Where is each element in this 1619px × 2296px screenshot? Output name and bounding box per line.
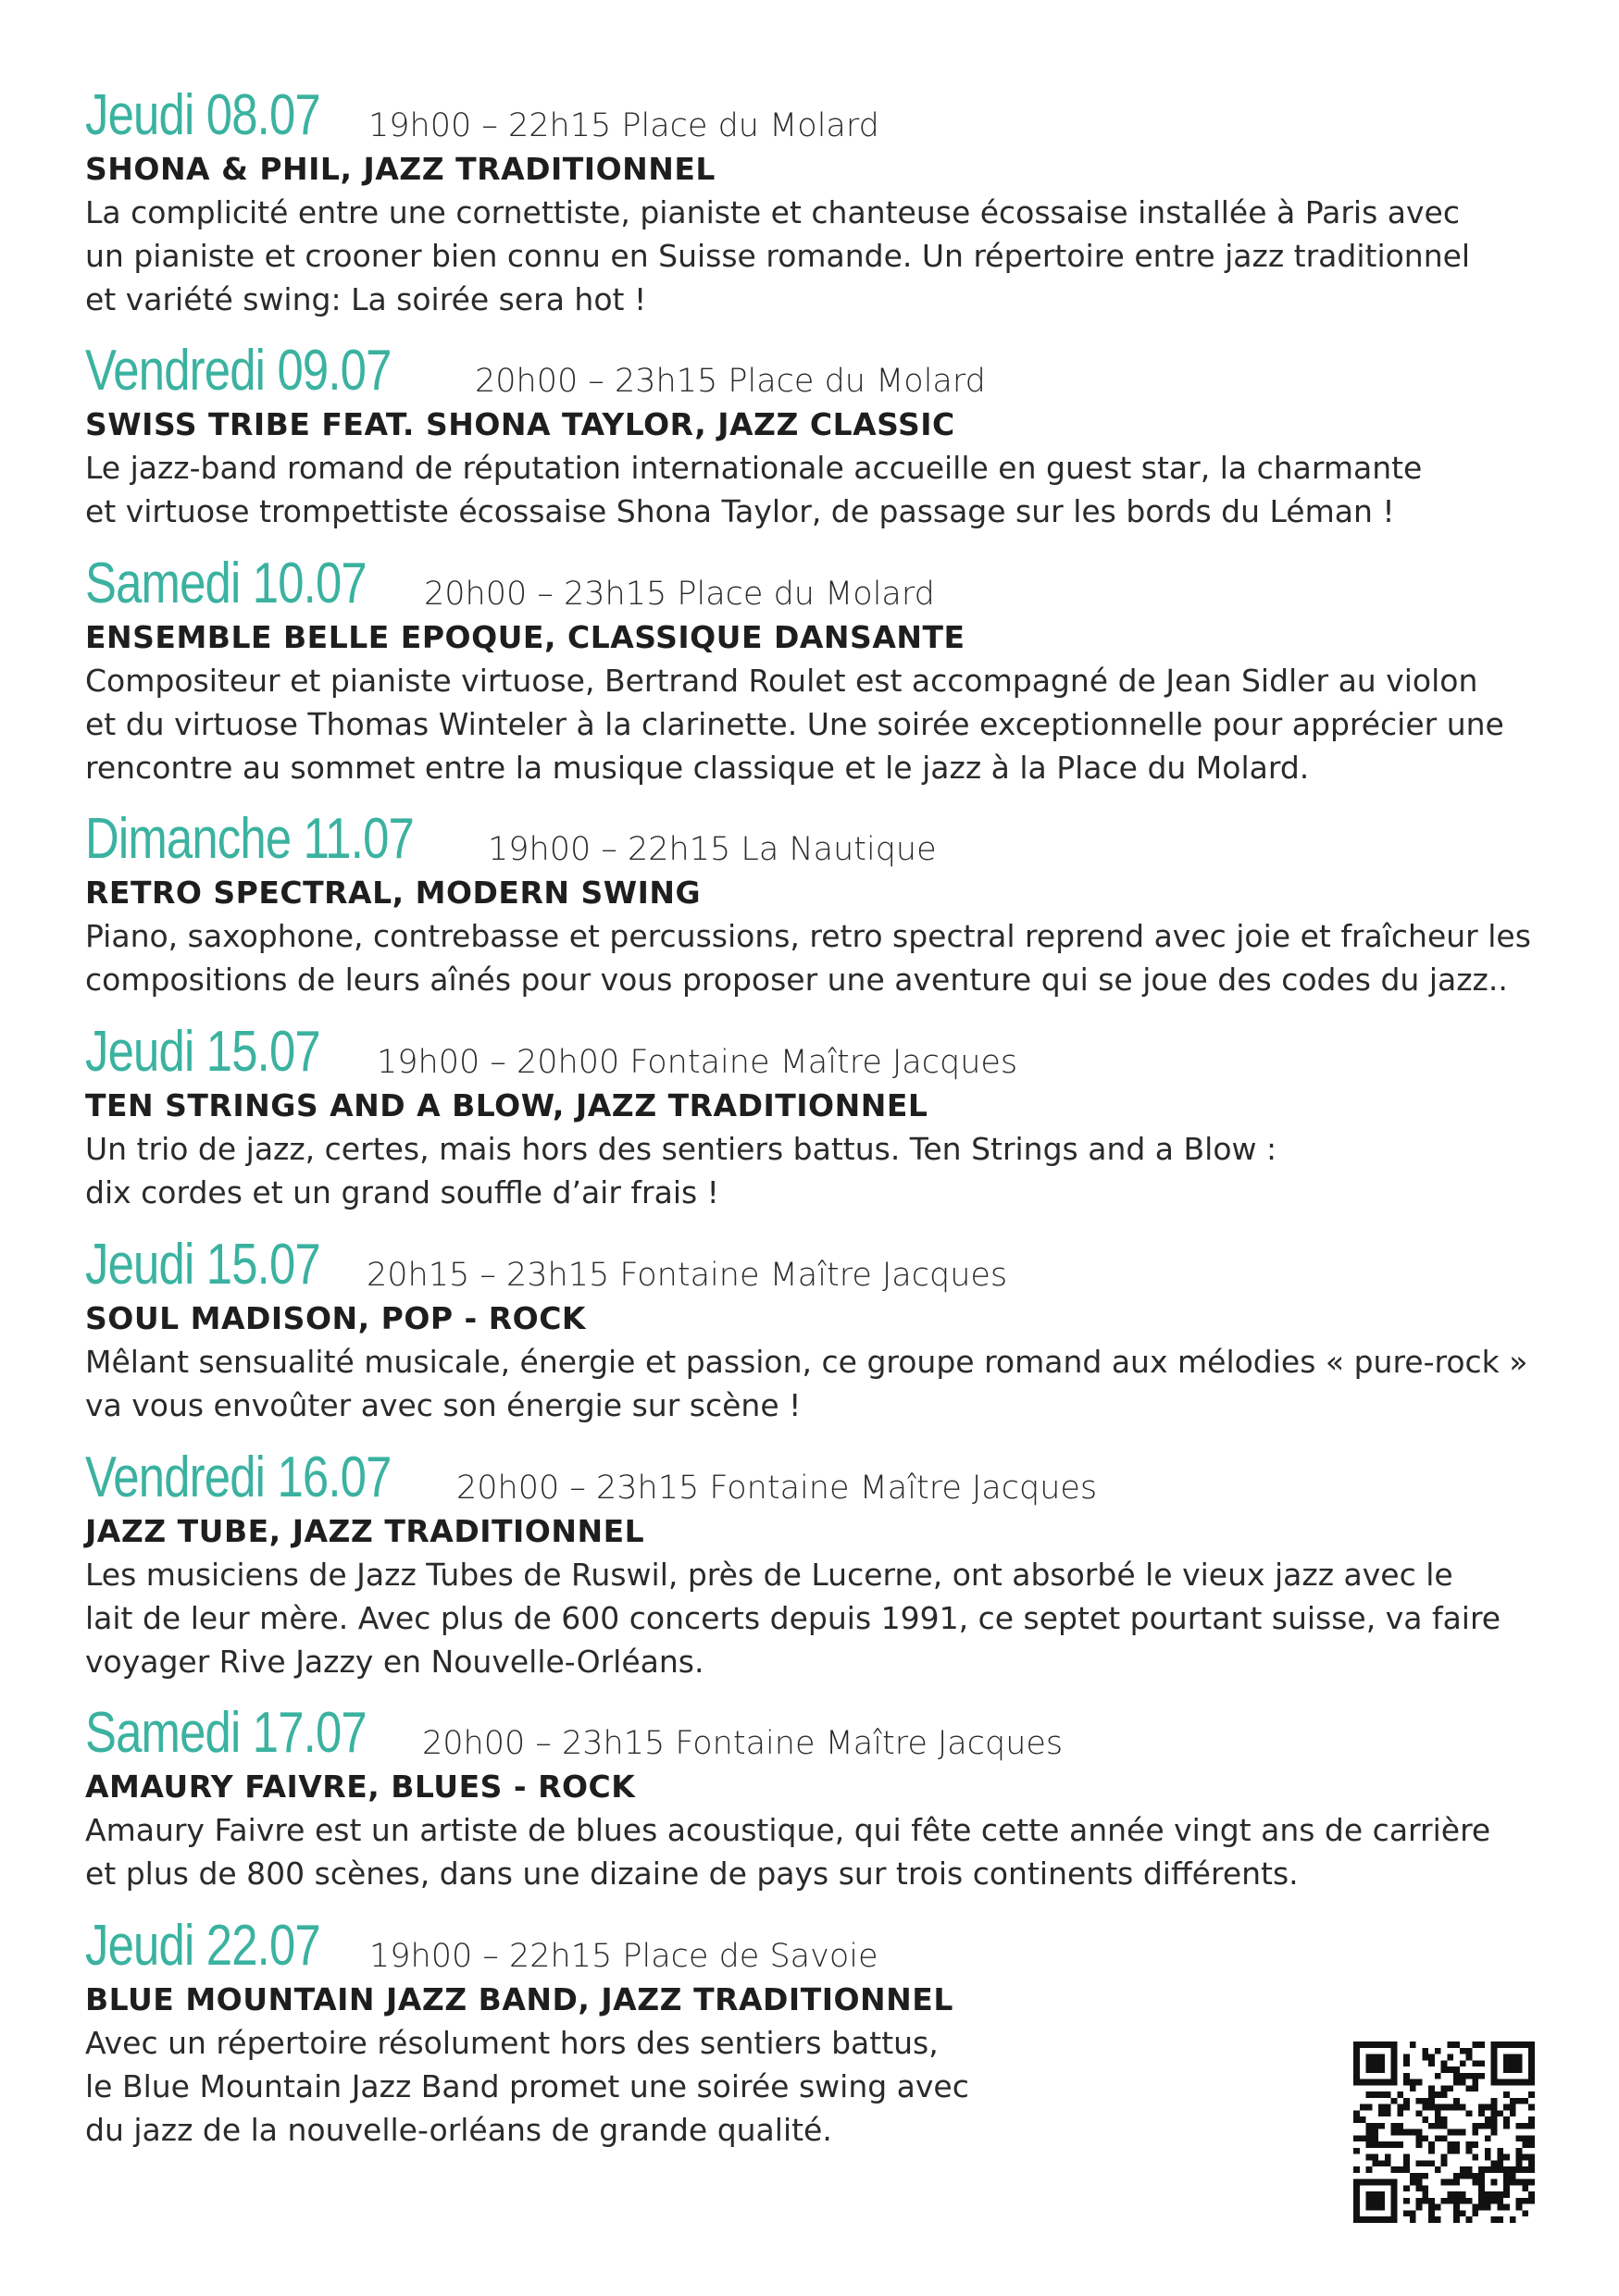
event-description <box>85 1340 1566 1427</box>
event-header: Samedi 10.07 20h00 – 23h15 Place du Molard <box>85 552 935 615</box>
event-time-place: 19h00 – 22h15 La Nautique <box>488 831 937 868</box>
description-line: et variété swing: La soirée sera hot ! <box>85 281 647 317</box>
event-artist: BLUE MOUNTAIN JAZZ BAND, JAZZ TRADITIONNEL <box>85 1981 953 2017</box>
description-line: Le jazz-band romand de réputation internationale accueille en guest star, la charmante <box>85 450 1423 486</box>
event-item <box>85 544 1566 800</box>
event-header: Jeudi 15.07 19h00 – 20h00 Fontaine Maître Jacques <box>85 1020 1018 1084</box>
event-artist: RETRO SPECTRAL, MODERN SWING <box>85 875 702 911</box>
event-artist: SHONA & PHIL, JAZZ TRADITIONNEL <box>85 151 716 187</box>
event-item <box>85 331 1566 544</box>
event-item <box>85 800 1566 1012</box>
event-description <box>85 659 1566 789</box>
description-line: et plus de 800 scènes, dans une dizaine de pays sur trois continents différents. <box>85 1855 1299 1892</box>
event-artist: SOUL MADISON, POP - ROCK <box>85 1300 586 1336</box>
event-description <box>85 914 1566 1001</box>
event-artist: SWISS TRIBE FEAT. SHONA TAYLOR, JAZZ CLASSIC <box>85 406 955 442</box>
description-line: va vous envoûter avec son énergie sur scène ! <box>85 1387 802 1423</box>
description-line: voyager Rive Jazzy en Nouvelle-Orléans. <box>85 1644 704 1680</box>
event-header: Dimanche 11.07 19h00 – 22h15 La Nautique <box>85 807 937 871</box>
description-line: un pianiste et crooner bien connu en Suisse romande. Un répertoire entre jazz traditionnel <box>85 238 1471 274</box>
description-line: compositions de leurs aînés pour vous proposer une aventure qui se joue des codes du jazz.. <box>85 962 1508 998</box>
event-time-place: 20h00 – 23h15 Place du Molard <box>475 363 986 400</box>
event-description <box>85 1127 1566 1214</box>
event-time-place: 20h00 – 23h15 Fontaine Maître Jacques <box>422 1725 1064 1762</box>
event-item <box>85 1012 1566 1225</box>
qr-code-icon[interactable] <box>1353 2042 1535 2223</box>
description-line: Mêlant sensualité musicale, énergie et passion, ce groupe romand aux mélodies « pure-rock » <box>85 1344 1528 1380</box>
event-header: Jeudi 22.07 19h00 – 22h15 Place de Savoie <box>85 1914 878 1978</box>
description-line: le Blue Mountain Jazz Band promet une soirée swing avec <box>85 2068 969 2104</box>
event-description <box>85 1808 1566 1895</box>
description-line: Un trio de jazz, certes, mais hors des sentiers battus. Ten Strings and a Blow : <box>85 1131 1277 1167</box>
event-item <box>85 1225 1566 1438</box>
description-line: du jazz de la nouvelle-orléans de grande qualité. <box>85 2112 832 2148</box>
event-description <box>85 2021 1566 2152</box>
event-item <box>85 1694 1566 1906</box>
event-item <box>85 76 1566 331</box>
event-item <box>85 1906 1566 2162</box>
event-time-place: 19h00 – 22h15 Place de Savoie <box>369 1938 878 1975</box>
description-line: Compositeur et pianiste virtuose, Bertrand Roulet est accompagné de Jean Sidler au violon <box>85 663 1478 699</box>
event-header: Jeudi 08.07 19h00 – 22h15 Place du Molard <box>85 83 879 147</box>
event-description <box>85 1553 1566 1683</box>
event-header: Vendredi 09.07 20h00 – 23h15 Place du Molard <box>85 339 986 403</box>
event-time-place: 20h00 – 23h15 Place du Molard <box>424 576 935 613</box>
event-artist: AMAURY FAIVRE, BLUES - ROCK <box>85 1769 636 1805</box>
description-line: Amaury Faivre est un artiste de blues acoustique, qui fête cette année vingt ans de carrière <box>85 1812 1491 1848</box>
event-header: Samedi 17.07 20h00 – 23h15 Fontaine Maître Jacques <box>85 1701 1064 1765</box>
event-time-place: 20h15 – 23h15 Fontaine Maître Jacques <box>367 1257 1008 1294</box>
description-line: dix cordes et un grand souffle d’air frais ! <box>85 1174 719 1210</box>
event-time-place: 19h00 – 22h15 Place du Molard <box>368 107 879 144</box>
event-description <box>85 191 1566 321</box>
event-header: Vendredi 16.07 20h00 – 23h15 Fontaine Maître Jacques <box>85 1446 1098 1509</box>
description-line: Les musiciens de Jazz Tubes de Ruswil, près de Lucerne, ont absorbé le vieux jazz avec le <box>85 1557 1453 1593</box>
event-header: Jeudi 15.07 20h15 – 23h15 Fontaine Maître Jacques <box>85 1233 1008 1297</box>
description-line: et virtuose trompettiste écossaise Shona Taylor, de passage sur les bords du Léman ! <box>85 493 1395 529</box>
description-line: Piano, saxophone, contrebasse et percussions, retro spectral reprend avec joie et fraîcheur les <box>85 918 1531 954</box>
description-line: lait de leur mère. Avec plus de 600 concerts depuis 1991, ce septet pourtant suisse, va faire <box>85 1600 1501 1636</box>
event-artist: JAZZ TUBE, JAZZ TRADITIONNEL <box>85 1513 645 1549</box>
event-time-place: 19h00 – 20h00 Fontaine Maître Jacques <box>377 1044 1018 1081</box>
event-artist: ENSEMBLE BELLE EPOQUE, CLASSIQUE DANSANTE <box>85 619 965 655</box>
event-description <box>85 446 1566 533</box>
description-line: Avec un répertoire résolument hors des sentiers battus, <box>85 2025 939 2061</box>
event-item <box>85 1438 1566 1694</box>
program-list <box>85 76 1566 2162</box>
event-artist: TEN STRINGS AND A BLOW, JAZZ TRADITIONNEL <box>85 1087 928 1123</box>
event-time-place: 20h00 – 23h15 Fontaine Maître Jacques <box>456 1470 1098 1507</box>
description-line: et du virtuose Thomas Winteler à la clarinette. Une soirée exceptionnelle pour apprécier une <box>85 706 1504 742</box>
description-line: rencontre au sommet entre la musique classique et le jazz à la Place du Molard. <box>85 750 1310 786</box>
description-line: La complicité entre une cornettiste, pianiste et chanteuse écossaise installée à Paris avec <box>85 194 1460 230</box>
